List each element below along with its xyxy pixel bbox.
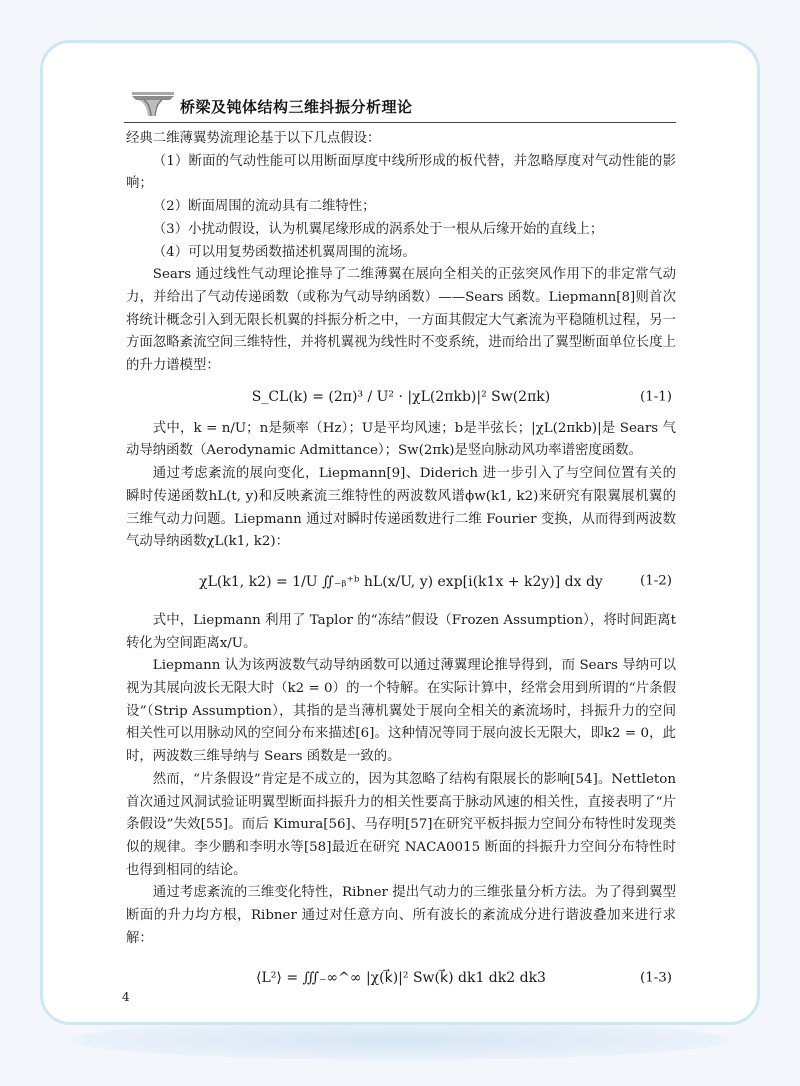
paragraph-nettleton: 然而，“片条假设”肯定是不成立的，因为其忽略了结构有限展长的影响[54]。Nettleton 首次通过风洞试验证明翼型断面抖振升力的相关性要高于脉动风速的相关性，直接表明了“片条假设”失效[55]。而后 Kimura[56]、马存明[57]在研究平板抖振力空间分布特性时发现类似的规律。李少鹏和李明水等[58]最近在研究 NACA0015 断面的抖振升力空间分布特性时也得到相同的结论。 (126, 771, 676, 878)
main-text (126, 128, 676, 1007)
paragraph-where-2: 式中，Liepmann 利用了 Taplor 的“冻结”假设（Frozen Assumption），将时间距离t转化为空间距离x/U。 (126, 612, 676, 651)
equation-1-1 (126, 378, 676, 418)
assumption-3: （3）小扰动假设，认为机翼尾缘形成的涡系处于一根从后缘开始的直线上； (152, 221, 604, 237)
equation-body: ⟨L²⟩ = ∭₋∞^∞ |χ(k⃗)|² Sw(k⃗) dk1 dk2 dk3 (256, 970, 546, 987)
paragraph-intro: 经典二维薄翼势流理论基于以下几点假设： (126, 131, 381, 146)
equation-body: χL(k1, k2) = 1/U ∬₋ᵦ⁺ᵇ hL(x/U, y) exp[i(k1x + k2y)] dx dy (199, 573, 603, 590)
equation-1-3 (126, 951, 676, 1007)
assumption-1: （1）断面的气动性能可以用断面厚度中线所形成的板代替，并忽略厚度对气动性能的影响； (126, 153, 676, 192)
paragraph-where-1: 式中，k = n/U；n是频率（Hz）；U是平均风速；b是半弦长；|χL(2πkb)|是 Sears 气动导纳函数（Aerodynamic Admittance）；Sw(2πk)是竖向脉动风功率谱密度函数。 (126, 420, 676, 459)
paragraph-ribner: 通过考虑紊流的三维变化特性，Ribner 提出气动力的三维张量分析方法。为了得到翼型断面的升力均方根，Ribner 通过对任意方向、所有波长的紊流成分进行谐波叠加来进行求解： (126, 885, 676, 946)
bridge-logo-icon (130, 88, 176, 120)
equation-body: S_CL(k) = (2π)³ / U² · |χL(2πkb)|² Sw(2πk) (251, 389, 551, 406)
page-number: 4 (122, 990, 130, 1004)
equation-number: (1-2) (639, 573, 672, 589)
paragraph-sears: Sears 通过线性气动理论推导了二维薄翼在展向全相关的正弦突风作用下的非定常气动力，并给出了气动传递函数（或称为气动导纳函数）——Sears 函数。Liepmann[8]则首次将统计概念引入到无限长机翼的抖振分析之中，一方面其假定大气紊流为平稳随机过程，另一方面忽略紊流空间三维特性，并将机翼视为线性时不变系统，进而给出了翼型断面单位长度上的升力谱模型： (126, 267, 676, 374)
running-header (124, 86, 676, 123)
equation-1-2 (126, 554, 676, 610)
assumption-4: （4）可以用复势函数描述机翼周围的流场。 (152, 244, 416, 260)
equation-number: (1-3) (639, 970, 672, 986)
header-title: 桥梁及钝体结构三维抖振分析理论 (180, 98, 413, 116)
page-shadow (70, 1020, 730, 1060)
paragraph-strip: Liepmann 认为该两波数气动导纳函数可以通过薄翼理论推导得到，而 Sears 导纳可以视为其展向波长无限大时（k2 = 0）的一个特解。在实际计算中，经常会用到所谓的“片条假设”（Strip Assumption），其指的是当薄机翼处于展向全相关的紊流场时，抖振升力的空间相关性可以用脉动风的空间分布来描述[6]。这种情况等同于展向波长无限大，即k2 = 0，此时，两波数三维导纳与 Sears 函数是一致的。 (126, 658, 676, 765)
paragraph-liepmann: 通过考虑紊流的展向变化，Liepmann[9]、Diderich 进一步引入了与空间位置有关的瞬时传递函数hL(t, y)和反映紊流三维特性的两波数风谱ϕw(k1, k2)来研究有限翼展机翼的三维气动力问题。Liepmann 通过对瞬时传递函数进行二维 Fourier 变换，从而得到两波数气动导纳函数χL(k1, k2)： (126, 466, 676, 550)
equation-number: (1-1) (639, 389, 672, 405)
assumption-2: （2）断面周围的流动具有二维特性； (152, 199, 376, 215)
